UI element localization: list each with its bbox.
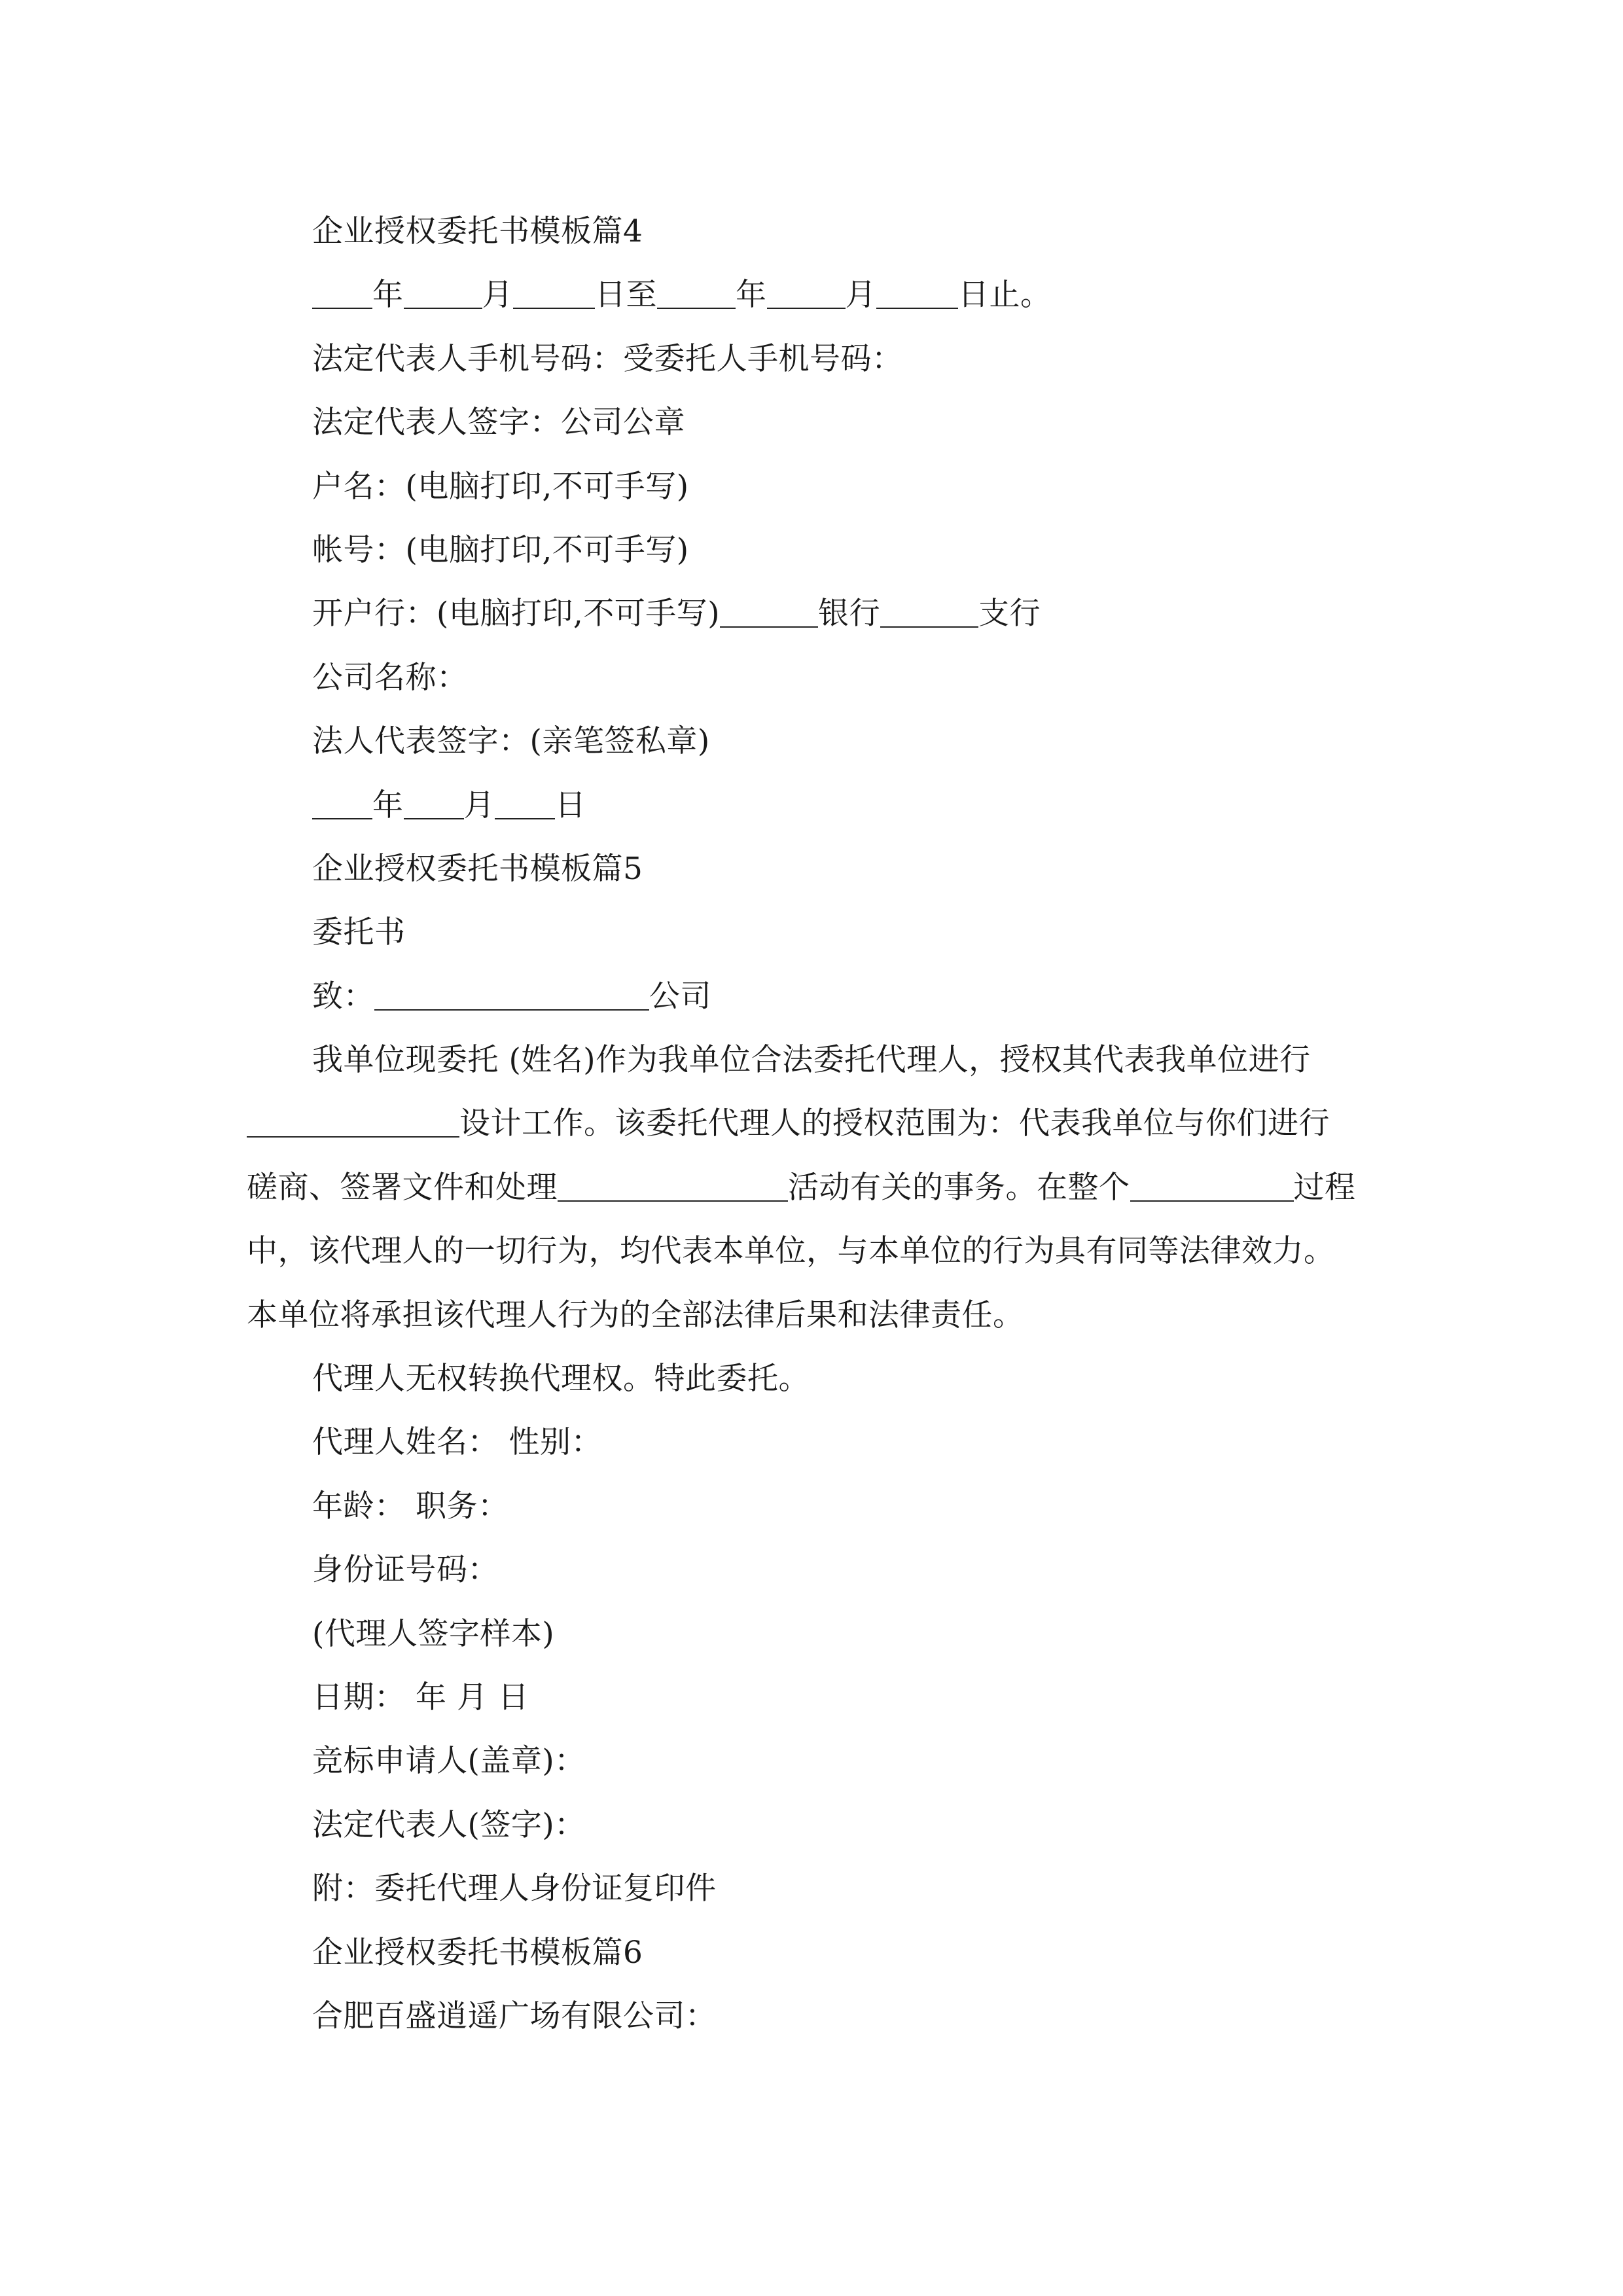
document-body xyxy=(247,200,1399,2048)
text-line xyxy=(247,1283,1399,1347)
text-segment: 月 xyxy=(482,277,513,314)
text-segment: 日 xyxy=(555,787,586,823)
text-segment: 年 xyxy=(372,277,404,314)
text-segment: 磋商、签署文件和处理 xyxy=(247,1169,558,1206)
text-line xyxy=(247,1984,1399,2048)
text-segment: 法定代表人签字：公司公章 xyxy=(312,404,685,441)
text-segment: 日至 xyxy=(595,277,657,314)
fill-in-blank xyxy=(247,1103,459,1138)
text-line xyxy=(247,200,1399,263)
text-segment: 法人代表签字：(亲笔签私章) xyxy=(312,723,710,760)
text-segment: 年 xyxy=(736,277,767,314)
text-segment: 日止。 xyxy=(958,277,1052,314)
fill-in-blank xyxy=(720,594,818,628)
text-segment: 年 xyxy=(372,787,404,823)
text-line xyxy=(247,709,1399,773)
fill-in-blank xyxy=(374,977,649,1011)
text-segment: 中，该代理人的一切行为，均代表本单位，与本单位的行为具有同等法律效力。 xyxy=(247,1233,1335,1270)
text-line xyxy=(247,518,1399,582)
text-line xyxy=(247,1857,1399,1920)
text-line xyxy=(247,1921,1399,1984)
fill-in-blank xyxy=(404,275,482,309)
text-segment: 法定代表人手机号码：受委托人手机号码： xyxy=(312,340,903,377)
fill-in-blank xyxy=(767,275,846,309)
text-line xyxy=(247,1793,1399,1857)
text-segment: 活动有关的事务。在整个 xyxy=(788,1169,1130,1206)
text-line xyxy=(247,1666,1399,1729)
text-line xyxy=(247,1538,1399,1602)
text-segment: 委托书 xyxy=(312,914,406,951)
text-segment: 月 xyxy=(463,787,495,823)
text-segment: 银行 xyxy=(818,596,881,632)
text-segment: 户名：(电脑打印,不可手写) xyxy=(312,468,689,505)
text-segment: 企业授权委托书模板篇5 xyxy=(312,850,643,887)
text-segment: (代理人签字样本) xyxy=(312,1615,555,1652)
text-line xyxy=(247,901,1399,964)
text-line xyxy=(247,1347,1399,1410)
fill-in-blank xyxy=(1130,1168,1294,1202)
text-segment: 公司 xyxy=(649,978,711,1014)
fill-in-blank xyxy=(657,275,736,309)
fill-in-blank xyxy=(404,785,464,819)
text-segment: 公司名称： xyxy=(312,659,468,696)
text-segment: 帐号：(电脑打印,不可手写) xyxy=(312,531,689,568)
text-line xyxy=(247,1092,1399,1155)
text-line xyxy=(247,965,1399,1028)
fill-in-blank xyxy=(876,275,958,309)
text-segment: 致： xyxy=(312,978,374,1014)
text-segment: 代理人无权转换代理权。特此委托。 xyxy=(312,1361,810,1397)
text-line xyxy=(247,327,1399,391)
text-segment: 企业授权委托书模板篇6 xyxy=(312,1934,643,1971)
text-line xyxy=(247,1475,1399,1538)
text-segment: 过程 xyxy=(1293,1169,1356,1206)
text-segment: 身份证号码： xyxy=(312,1552,499,1588)
fill-in-blank xyxy=(880,594,978,628)
text-line xyxy=(247,1602,1399,1666)
text-line xyxy=(247,1219,1399,1283)
text-segment: 日期： 年 月 日 xyxy=(312,1679,529,1715)
fill-in-blank xyxy=(495,785,555,819)
text-line xyxy=(247,263,1399,327)
text-line xyxy=(247,1028,1399,1092)
text-line xyxy=(247,582,1399,645)
text-line xyxy=(247,646,1399,709)
text-segment: 附：委托代理人身份证复印件 xyxy=(312,1871,717,1907)
text-segment: 月 xyxy=(845,277,876,314)
text-line xyxy=(247,837,1399,901)
text-line xyxy=(247,455,1399,518)
text-segment: 设计工作。该委托代理人的授权范围为：代表我单位与你们进行 xyxy=(459,1105,1330,1142)
text-line xyxy=(247,1729,1399,1793)
text-segment: 合肥百盛逍遥广场有限公司： xyxy=(312,1998,717,2034)
text-line xyxy=(247,391,1399,454)
fill-in-blank xyxy=(558,1168,788,1202)
text-segment: 支行 xyxy=(978,596,1041,632)
text-line xyxy=(247,1410,1399,1474)
text-segment: 年龄： 职务： xyxy=(312,1488,509,1524)
text-segment: 企业授权委托书模板篇4 xyxy=(312,213,643,249)
text-segment: 法定代表人(签字)： xyxy=(312,1806,586,1843)
fill-in-blank xyxy=(513,275,595,309)
text-segment: 本单位将承担该代理人行为的全部法律后果和法律责任。 xyxy=(247,1297,1024,1333)
fill-in-blank xyxy=(312,785,372,819)
text-segment: 我单位现委托 (姓名)作为我单位合法委托代理人，授权其代表我单位进行 xyxy=(312,1042,1311,1079)
fill-in-blank xyxy=(312,275,372,309)
text-segment: 竞标申请人(盖章)： xyxy=(312,1743,586,1780)
text-segment: 代理人姓名： 性别： xyxy=(312,1424,602,1461)
text-segment: 开户行：(电脑打印,不可手写) xyxy=(312,596,721,632)
text-line xyxy=(247,774,1399,837)
text-line xyxy=(247,1156,1399,1219)
